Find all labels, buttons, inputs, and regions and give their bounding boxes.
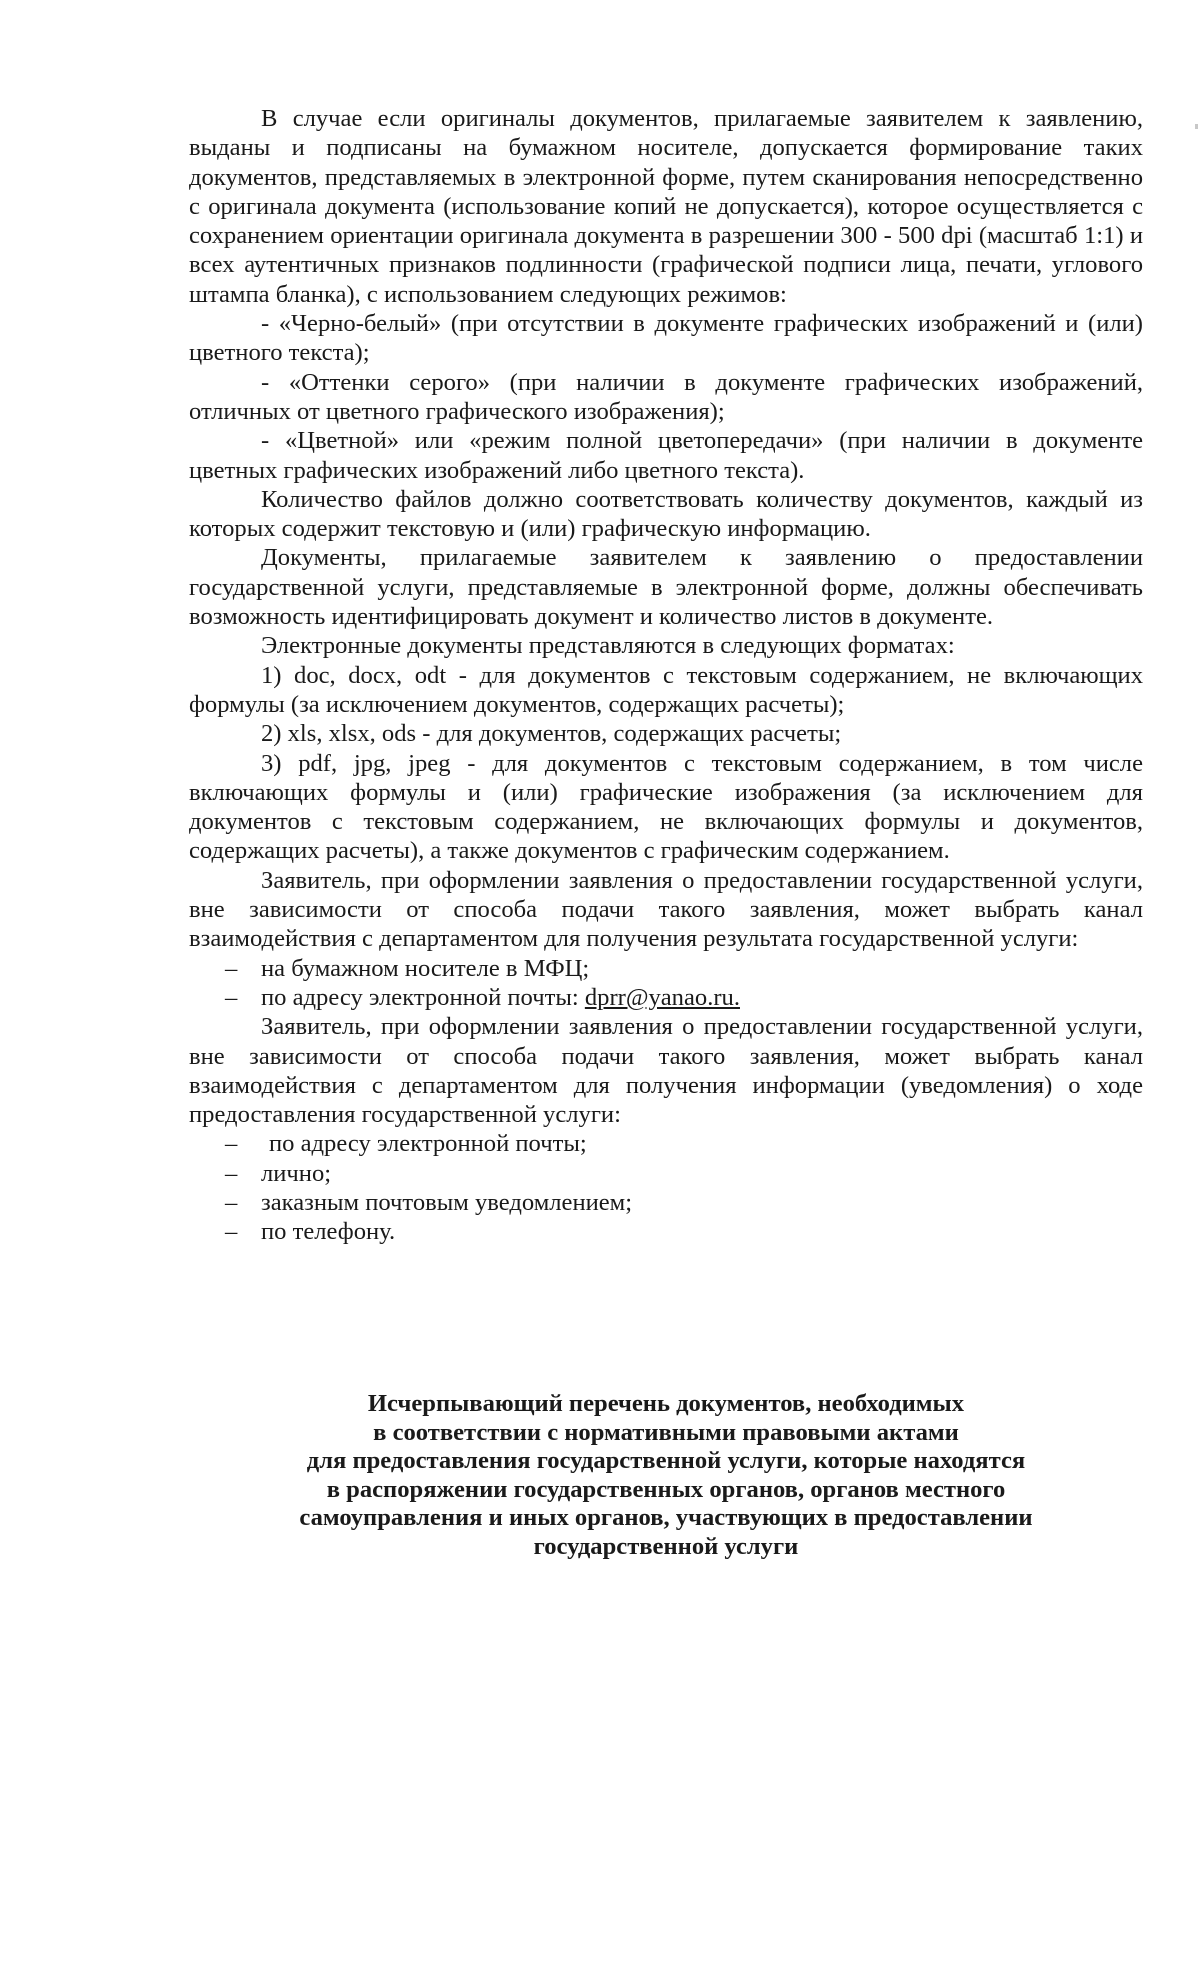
paragraph-mode-grayscale: - «Оттенки серого» (при наличии в документе графических изображений, отличных от цветного графического изображения); bbox=[189, 368, 1143, 425]
heading-line: государственной услуги bbox=[533, 1532, 799, 1560]
heading-line: Исчерпывающий перечень документов, необходимых bbox=[367, 1390, 965, 1417]
section-heading bbox=[189, 1390, 1143, 1562]
document-body bbox=[189, 104, 1143, 1247]
list-dash: – bbox=[225, 1159, 238, 1187]
list-item-result-paper bbox=[189, 954, 1143, 983]
heading-line: в соответствии с нормативными правовыми актами bbox=[373, 1418, 959, 1446]
list-item-text: заказным почтовым уведомлением; bbox=[261, 1188, 633, 1216]
paragraph-format-text: 1) doc, docx, odt - для документов с текстовым содержанием, не включающих формулы (за исключением документов, содержащих расчеты); bbox=[189, 661, 1143, 718]
paragraph-scanning-rules: В случае если оригиналы документов, прилагаемые заявителем к заявлению, выданы и подписаны на бумажном носителе, допускается формирование таких документов, представляемых в электронной форме, путем сканирования непосредственно с оригинала документа (использование копий не допускается), которое осуществляется с сохранением ориентации оригинала документа в разрешении 300 - 500 dpi (масштаб 1:1) и всех аутентичных признаков подлинности (графической подписи лица, печати, углового штампа бланка), с использованием следующих режимов: bbox=[189, 105, 1143, 308]
list-dash: – bbox=[225, 1218, 238, 1246]
paragraph-identification: Документы, прилагаемые заявителем к заявлению о предоставлении государственной услуги, представляемые в электронной форме, должны обеспечивать возможность идентифицировать документ и количество листов в документе. bbox=[189, 544, 1143, 631]
list-item-text: на бумажном носителе в МФЦ; bbox=[261, 954, 590, 982]
heading-line: самоуправления и иных органов, участвующих в предоставлении bbox=[299, 1504, 1033, 1532]
list-item-text: по адресу электронной почты: bbox=[261, 983, 585, 1011]
list-item-text: по адресу электронной почты; bbox=[269, 1130, 587, 1158]
list-dash: – bbox=[225, 1130, 238, 1158]
list-dash: – bbox=[225, 983, 238, 1011]
paragraph-result-channel: Заявитель, при оформлении заявления о предоставлении государственной услуги, вне зависимости от способа подачи такого заявления, может выбрать канал взаимодействия с департаментом для получения результата государственной услуги: bbox=[189, 866, 1143, 953]
heading-line: в распоряжении государственных органов, органов местного bbox=[326, 1475, 1006, 1503]
paragraph-mode-black-white: - «Черно-белый» (при отсутствии в документе графических изображений и (или) цветного текста); bbox=[189, 310, 1143, 367]
list-dash: – bbox=[225, 954, 238, 982]
paragraph-format-pdf-image: 3) pdf, jpg, jpeg - для документов с текстовым содержанием, в том числе включающих формулы и (или) графические изображения (за исключением для документов с текстовым содержанием, не включающих формулы и документов, содержащих расчеты), а также документов с графическим содержанием. bbox=[189, 749, 1143, 865]
list-item-text: по телефону. bbox=[261, 1218, 396, 1246]
paragraph-info-channel: Заявитель, при оформлении заявления о предоставлении государственной услуги, вне зависимости от способа подачи такого заявления, может выбрать канал взаимодействия с департаментом для получения информации (уведомления) о ходе предоставления государственной услуги: bbox=[189, 1013, 1143, 1129]
list-item-info-registered-mail bbox=[189, 1188, 1143, 1217]
list-dash: – bbox=[225, 1188, 238, 1216]
paragraph-formats-intro: Электронные документы представляются в следующих форматах: bbox=[261, 632, 955, 660]
list-item-info-email bbox=[189, 1129, 1143, 1158]
email-link[interactable]: dprr@yanao.ru. bbox=[584, 983, 740, 1011]
paragraph-format-spreadsheet: 2) xls, xlsx, ods - для документов, содержащих расчеты; bbox=[261, 720, 842, 748]
list-item-info-phone bbox=[189, 1217, 1143, 1246]
scan-edge-mark bbox=[1195, 124, 1198, 129]
list-item-info-in-person bbox=[189, 1159, 1143, 1188]
heading-line: для предоставления государственной услуги, которые находятся bbox=[306, 1447, 1026, 1475]
paragraph-file-count: Количество файлов должно соответствовать количеству документов, каждый из которых содержит текстовую и (или) графическую информацию. bbox=[189, 485, 1143, 543]
list-item-result-email bbox=[189, 983, 1143, 1012]
list-item-text: лично; bbox=[261, 1159, 332, 1187]
paragraph-mode-color: - «Цветной» или «режим полной цветопередачи» (при наличии в документе цветных графических изображений либо цветного текста). bbox=[189, 427, 1143, 484]
